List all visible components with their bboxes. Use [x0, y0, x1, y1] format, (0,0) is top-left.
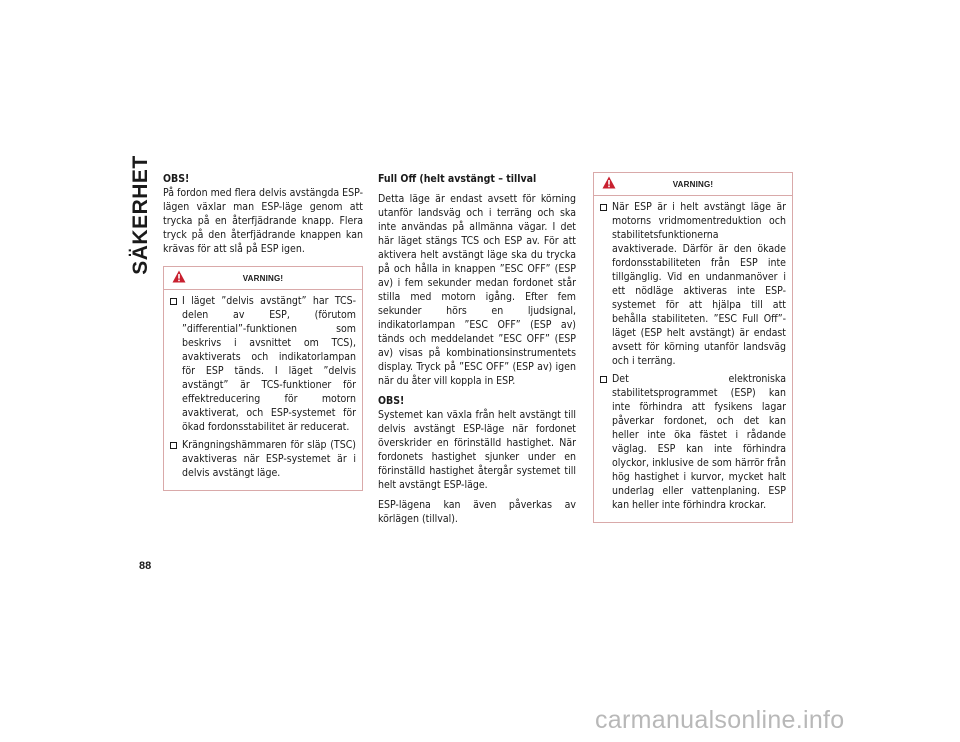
warning-item-text: I läget ”delvis avstängt” har TCS-delen av ESP, (förutom ”differential”-funktionen som beskrivs i avsnittet om TCS), avaktiverats och indikatorlampan för ESP tänds. I läget ”delvis avstängt” är TCS-funktioner för effektreducering för motorn avaktiverat, och ESP-systemet för ökad fordonsstabilitet är reducerat.	[182, 295, 356, 433]
full-off-paragraph: Detta läge är endast avsett för körning utanför landsväg och i terräng och ska inte användas på allmänna vägar. I det här läget stängs TCS och ESP av. För att aktivera helt avstängt läge ska du trycka på och hålla in knappen ”ESC OFF” (ESP av) i fem sekunder medan fordonet står stilla med motorn igång. Efter fem sekunder hörs en ljudsignal, indikatorlampan ”ESC OFF” (ESP av) tänds och meddelandet ”ESC OFF” (ESP av) visas på kombinationsinstrumentets display. Tryck på ”ESC OFF” (ESP av) igen när du åter vill koppla in ESP.	[378, 193, 576, 387]
drive-modes-paragraph: ESP-lägena kan även påverkas av körlägen (tillval).	[378, 499, 576, 525]
warning-box-2	[593, 172, 793, 523]
obs-note-1	[163, 172, 363, 256]
warning-box-1	[163, 266, 363, 491]
warning-item-text: Det elektroniska stabilitetsprogrammet (ESP) kan inte förhindra att fysikens lagar påverkar fordonet, och det kan heller inte öka fästet i rådande väglag. ESP kan inte förhindra olyckor, inklusive de som härrör från hög hastighet i kurvor, mycket halt underlag eller vattenplaning. ESP kan heller inte förhindra krockar.	[612, 373, 786, 511]
page-number: 88	[139, 560, 152, 572]
obs-text: Systemet kan växla från helt avstängt till delvis avstängt ESP-läge när fordonet överskrider en förinställd hastighet. När fordonets hastighet sjunker under en förinställd hastighet återgår systemet till helt avstängt ESP-läge.	[378, 409, 576, 491]
warning-label: VARNING!	[242, 274, 284, 283]
warning-item-text: Krängningshämmaren för släp (TSC) avaktiveras när ESP-systemet är i delvis avstängt läge.	[182, 439, 356, 479]
column-left	[163, 172, 363, 491]
warning-header	[594, 173, 792, 196]
warning-header	[164, 267, 362, 290]
warning-item	[170, 294, 356, 434]
obs-heading: OBS!	[378, 395, 405, 407]
watermark-text: carmanualsonline.info	[595, 706, 845, 734]
bullet-square-icon	[600, 376, 607, 383]
column-middle	[378, 172, 576, 532]
section-side-title	[121, 155, 161, 275]
section-title-text: SÄKERHET	[129, 155, 152, 275]
warning-label: VARNING!	[672, 180, 714, 189]
obs-note-2	[378, 394, 576, 492]
warning-item	[600, 372, 786, 512]
obs-text: På fordon med flera delvis avstängda ESP-lägen växlar man ESP-läge genom att trycka på en återfjädrande knapp. Flera tryck på den återfjädrande knappen kan krävas för att slå på ESP igen.	[163, 187, 363, 255]
column-right	[593, 172, 793, 523]
warning-item	[600, 200, 786, 368]
obs-heading: OBS!	[163, 173, 190, 185]
warning-list	[164, 294, 362, 480]
full-off-heading: Full Off (helt avstängt – tillval	[378, 173, 537, 185]
warning-item	[170, 438, 356, 480]
bullet-square-icon	[170, 442, 177, 449]
warning-item-text: När ESP är i helt avstängt läge är motorns vridmomentreduktion och stabilitetsfunktionerna avaktiverade. Därför är den ökade fordonsstabiliteten från ESP inte tillgänglig. Vid en undanmanöver i ett nödläge aktiveras inte ESP-systemet för att hjälpa till att behålla stabiliteten. ”ESC Full Off”-läget (ESP helt avstängt) är endast avsett för körning utanför landsväg och i terräng.	[612, 201, 786, 367]
bullet-square-icon	[170, 298, 177, 305]
warning-list	[594, 200, 792, 512]
bullet-square-icon	[600, 204, 607, 211]
